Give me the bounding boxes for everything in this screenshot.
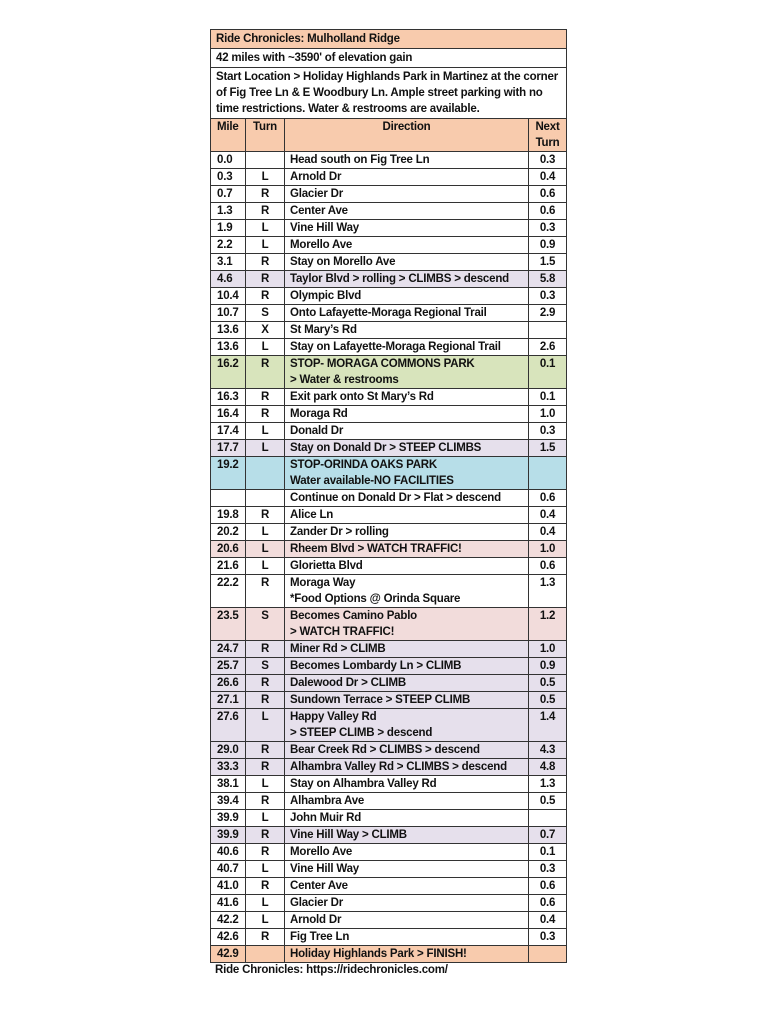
cue-direction — [285, 271, 529, 288]
cue-direction — [285, 457, 529, 490]
cue-table — [210, 29, 567, 963]
cue-turn: L — [246, 861, 285, 878]
cue-row — [211, 709, 567, 742]
cue-turn: L — [246, 912, 285, 929]
cue-row — [211, 759, 567, 776]
cue-row — [211, 271, 567, 288]
cue-turn: L — [246, 339, 285, 356]
cue-direction-text: John Muir Rd — [290, 812, 362, 824]
cue-row — [211, 878, 567, 895]
cue-mile: 24.7 — [211, 641, 246, 658]
cue-next-turn: 0.3 — [529, 423, 567, 440]
summary-row — [211, 49, 567, 68]
cue-mile: 16.4 — [211, 406, 246, 423]
cue-mile: 1.3 — [211, 203, 246, 220]
cue-next-turn: 0.6 — [529, 186, 567, 203]
cue-direction-text: Becomes Lombardy Ln > CLIMB — [290, 660, 462, 672]
cue-mile: 42.2 — [211, 912, 246, 929]
cue-mile: 3.1 — [211, 254, 246, 271]
cue-mile: 4.6 — [211, 271, 246, 288]
cue-next-turn: 0.1 — [529, 356, 567, 389]
cue-turn: R — [246, 271, 285, 288]
cue-direction-text: Happy Valley Rd — [290, 711, 377, 723]
cue-direction-text: Moraga Rd — [290, 408, 348, 420]
start-location-info: Start Location > Holiday Highlands Park in Martinez at the corner of Fig Tree Ln & E Woodbury Ln. Ample street parking with no time restrictions. Water & restrooms are available. — [211, 68, 567, 119]
cue-turn: R — [246, 507, 285, 524]
cue-row — [211, 507, 567, 524]
cue-next-turn: 5.8 — [529, 271, 567, 288]
cue-turn: R — [246, 827, 285, 844]
cue-direction-text: Holiday Highlands Park > FINISH! — [290, 948, 467, 960]
cue-direction — [285, 912, 529, 929]
cue-direction-text: STOP-ORINDA OAKS PARK — [290, 459, 438, 471]
cue-mile: 41.0 — [211, 878, 246, 895]
cue-next-turn: 0.3 — [529, 220, 567, 237]
cue-direction — [285, 389, 529, 406]
header-next-turn: Next Turn — [529, 119, 567, 152]
cue-direction — [285, 608, 529, 641]
cue-turn: L — [246, 440, 285, 457]
cue-mile: 19.8 — [211, 507, 246, 524]
cue-next-turn: 0.1 — [529, 389, 567, 406]
cue-direction — [285, 220, 529, 237]
cue-mile — [211, 490, 246, 507]
cue-row — [211, 254, 567, 271]
cue-row — [211, 929, 567, 946]
cue-mile: 10.7 — [211, 305, 246, 322]
cue-next-turn — [529, 322, 567, 339]
cue-direction-text: Glacier Dr — [290, 897, 343, 909]
cue-row — [211, 152, 567, 169]
cue-row — [211, 608, 567, 641]
cue-mile: 17.4 — [211, 423, 246, 440]
cue-row — [211, 220, 567, 237]
cue-turn: L — [246, 541, 285, 558]
cue-turn: R — [246, 742, 285, 759]
cue-row — [211, 457, 567, 490]
cue-direction — [285, 929, 529, 946]
cue-direction — [285, 423, 529, 440]
cue-direction — [285, 558, 529, 575]
header-direction: Direction — [285, 119, 529, 152]
cue-direction — [285, 406, 529, 423]
cue-mile: 39.9 — [211, 827, 246, 844]
cue-next-turn: 1.3 — [529, 575, 567, 608]
cue-row — [211, 406, 567, 423]
cue-mile: 38.1 — [211, 776, 246, 793]
cue-turn: R — [246, 575, 285, 608]
cue-direction-text: Becomes Camino Pablo — [290, 610, 418, 622]
cue-direction — [285, 575, 529, 608]
cue-mile: 39.9 — [211, 810, 246, 827]
cue-direction-text: Vine Hill Way > CLIMB — [290, 829, 407, 841]
cue-direction — [285, 254, 529, 271]
cue-direction-text: St Mary’s Rd — [290, 324, 357, 336]
cue-row — [211, 742, 567, 759]
cue-direction-text: Moraga Way — [290, 577, 356, 589]
cue-direction-text: Continue on Donald Dr > Flat > descend — [290, 492, 501, 504]
cue-turn: L — [246, 895, 285, 912]
cue-turn: X — [246, 322, 285, 339]
cue-next-turn: 0.3 — [529, 861, 567, 878]
cue-next-turn: 0.4 — [529, 912, 567, 929]
cue-next-turn: 0.7 — [529, 827, 567, 844]
cue-row — [211, 658, 567, 675]
cue-row — [211, 339, 567, 356]
cue-mile: 33.3 — [211, 759, 246, 776]
cue-direction-text: Sundown Terrace > STEEP CLIMB — [290, 694, 471, 706]
cue-direction-text: Stay on Alhambra Valley Rd — [290, 778, 437, 790]
cue-row — [211, 322, 567, 339]
cue-direction — [285, 490, 529, 507]
cue-next-turn: 1.2 — [529, 608, 567, 641]
cue-direction-text: Arnold Dr — [290, 171, 342, 183]
cue-turn: L — [246, 810, 285, 827]
cue-row — [211, 440, 567, 457]
cue-next-turn: 0.1 — [529, 844, 567, 861]
cue-direction — [285, 237, 529, 254]
cue-direction — [285, 288, 529, 305]
cue-next-turn: 1.4 — [529, 709, 567, 742]
cue-row — [211, 675, 567, 692]
cue-direction — [285, 507, 529, 524]
cue-mile: 0.0 — [211, 152, 246, 169]
cue-next-turn: 0.3 — [529, 929, 567, 946]
cue-direction — [285, 541, 529, 558]
cue-direction-text: Zander Dr > rolling — [290, 526, 389, 538]
cue-turn: L — [246, 237, 285, 254]
cue-direction-text: Stay on Donald Dr > STEEP CLIMBS — [290, 442, 482, 454]
cue-turn — [246, 490, 285, 507]
footer-credit: Ride Chronicles: https://ridechronicles.com/ — [215, 964, 448, 976]
cue-direction-note: *Food Options @ Orinda Square — [290, 593, 461, 605]
cue-direction — [285, 793, 529, 810]
cue-turn — [246, 946, 285, 963]
cue-direction-text: Fig Tree Ln — [290, 931, 350, 943]
cue-row — [211, 186, 567, 203]
cue-direction-text: Center Ave — [290, 880, 348, 892]
cue-direction-text: Morello Ave — [290, 846, 353, 858]
cue-direction — [285, 440, 529, 457]
cue-direction-text: Morello Ave — [290, 239, 353, 251]
cue-direction — [285, 692, 529, 709]
cue-next-turn: 1.0 — [529, 541, 567, 558]
cue-direction — [285, 810, 529, 827]
cue-mile: 27.1 — [211, 692, 246, 709]
cue-direction — [285, 878, 529, 895]
cue-turn: R — [246, 389, 285, 406]
cue-turn — [246, 457, 285, 490]
cue-mile: 22.2 — [211, 575, 246, 608]
cue-row — [211, 827, 567, 844]
cue-direction-text: Center Ave — [290, 205, 348, 217]
cue-direction — [285, 946, 529, 963]
cue-direction — [285, 742, 529, 759]
cue-mile: 40.7 — [211, 861, 246, 878]
cue-row — [211, 776, 567, 793]
cue-mile: 20.2 — [211, 524, 246, 541]
header-row — [211, 119, 567, 152]
cue-row — [211, 169, 567, 186]
cue-direction-text: STOP- MORAGA COMMONS PARK — [290, 358, 475, 370]
cue-direction-text: Dalewood Dr > CLIMB — [290, 677, 407, 689]
cue-next-turn: 0.6 — [529, 203, 567, 220]
cue-mile: 13.6 — [211, 339, 246, 356]
cue-next-turn: 0.4 — [529, 524, 567, 541]
cue-direction — [285, 861, 529, 878]
cue-next-turn — [529, 810, 567, 827]
cue-row — [211, 895, 567, 912]
cue-next-turn: 0.6 — [529, 490, 567, 507]
cue-row — [211, 575, 567, 608]
cue-next-turn: 0.4 — [529, 507, 567, 524]
cue-next-turn: 0.3 — [529, 288, 567, 305]
cue-table-body — [211, 30, 567, 963]
cue-mile: 21.6 — [211, 558, 246, 575]
cue-next-turn: 0.5 — [529, 793, 567, 810]
cue-row — [211, 203, 567, 220]
cue-mile: 29.0 — [211, 742, 246, 759]
cue-turn: R — [246, 844, 285, 861]
cue-next-turn: 1.5 — [529, 254, 567, 271]
cue-turn: R — [246, 675, 285, 692]
cue-direction-note: > WATCH TRAFFIC! — [290, 626, 395, 638]
cue-mile: 10.4 — [211, 288, 246, 305]
cue-direction-text: Alhambra Valley Rd > CLIMBS > descend — [290, 761, 507, 773]
ride-title: Ride Chronicles: Mulholland Ridge — [211, 30, 567, 49]
cue-direction — [285, 776, 529, 793]
cue-row — [211, 793, 567, 810]
cue-mile: 26.6 — [211, 675, 246, 692]
cue-direction-text: Onto Lafayette-Moraga Regional Trail — [290, 307, 487, 319]
cue-row — [211, 305, 567, 322]
cue-mile: 25.7 — [211, 658, 246, 675]
cue-row — [211, 692, 567, 709]
cue-next-turn: 0.5 — [529, 675, 567, 692]
cue-turn: L — [246, 776, 285, 793]
cue-direction-text: Arnold Dr — [290, 914, 342, 926]
cue-direction-text: Stay on Morello Ave — [290, 256, 396, 268]
cue-mile: 17.7 — [211, 440, 246, 457]
cue-row — [211, 237, 567, 254]
cue-direction-text: Glorietta Blvd — [290, 560, 363, 572]
cue-row — [211, 541, 567, 558]
cue-direction — [285, 339, 529, 356]
start-info-row — [211, 68, 567, 119]
cue-sheet — [210, 29, 566, 976]
cue-row — [211, 288, 567, 305]
cue-mile: 20.6 — [211, 541, 246, 558]
cue-direction — [285, 895, 529, 912]
cue-direction-text: Vine Hill Way — [290, 863, 359, 875]
cue-next-turn: 0.9 — [529, 658, 567, 675]
cue-direction-note: Water available-NO FACILITIES — [290, 475, 454, 487]
cue-direction-text: Taylor Blvd > rolling > CLIMBS > descend — [290, 273, 509, 285]
cue-row — [211, 524, 567, 541]
cue-direction-text: Olympic Blvd — [290, 290, 362, 302]
cue-direction-text: Alice Ln — [290, 509, 334, 521]
cue-direction-text: Glacier Dr — [290, 188, 343, 200]
cue-turn: L — [246, 169, 285, 186]
cue-direction — [285, 641, 529, 658]
cue-mile: 16.2 — [211, 356, 246, 389]
cue-mile: 16.3 — [211, 389, 246, 406]
cue-turn: R — [246, 878, 285, 895]
cue-next-turn: 0.6 — [529, 558, 567, 575]
cue-row — [211, 490, 567, 507]
cue-mile: 42.6 — [211, 929, 246, 946]
ride-summary: 42 miles with ~3590' of elevation gain — [211, 49, 567, 68]
cue-mile: 0.7 — [211, 186, 246, 203]
cue-row — [211, 356, 567, 389]
cue-direction-text: Stay on Lafayette-Moraga Regional Trail — [290, 341, 501, 353]
cue-next-turn: 1.5 — [529, 440, 567, 457]
cue-mile: 40.6 — [211, 844, 246, 861]
cue-next-turn: 0.3 — [529, 152, 567, 169]
cue-turn: L — [246, 558, 285, 575]
cue-turn: R — [246, 186, 285, 203]
header-mile: Mile — [211, 119, 246, 152]
cue-direction-note: > STEEP CLIMB > descend — [290, 727, 433, 739]
cue-next-turn — [529, 946, 567, 963]
cue-row — [211, 423, 567, 440]
cue-direction — [285, 844, 529, 861]
cue-turn — [246, 152, 285, 169]
cue-next-turn: 2.9 — [529, 305, 567, 322]
cue-turn: R — [246, 641, 285, 658]
cue-direction-note: > Water & restrooms — [290, 374, 399, 386]
cue-direction — [285, 524, 529, 541]
cue-next-turn: 0.6 — [529, 895, 567, 912]
header-turn: Turn — [246, 119, 285, 152]
cue-direction — [285, 827, 529, 844]
cue-row — [211, 389, 567, 406]
cue-mile: 19.2 — [211, 457, 246, 490]
cue-direction — [285, 186, 529, 203]
cue-next-turn: 2.6 — [529, 339, 567, 356]
cue-direction — [285, 322, 529, 339]
cue-direction — [285, 169, 529, 186]
cue-direction-text: Vine Hill Way — [290, 222, 359, 234]
cue-direction — [285, 203, 529, 220]
cue-turn: S — [246, 658, 285, 675]
cue-next-turn: 4.8 — [529, 759, 567, 776]
cue-mile: 2.2 — [211, 237, 246, 254]
cue-direction — [285, 675, 529, 692]
cue-turn: R — [246, 254, 285, 271]
cue-turn: R — [246, 288, 285, 305]
cue-turn: R — [246, 692, 285, 709]
cue-direction — [285, 658, 529, 675]
cue-row — [211, 641, 567, 658]
cue-turn: R — [246, 406, 285, 423]
cue-next-turn — [529, 457, 567, 490]
cue-direction-text: Exit park onto St Mary’s Rd — [290, 391, 434, 403]
cue-turn: L — [246, 423, 285, 440]
cue-mile: 0.3 — [211, 169, 246, 186]
cue-direction — [285, 305, 529, 322]
cue-mile: 23.5 — [211, 608, 246, 641]
cue-turn: L — [246, 709, 285, 742]
cue-turn: S — [246, 608, 285, 641]
cue-mile: 13.6 — [211, 322, 246, 339]
cue-direction — [285, 759, 529, 776]
cue-turn: R — [246, 929, 285, 946]
cue-turn: R — [246, 203, 285, 220]
cue-direction-text: Miner Rd > CLIMB — [290, 643, 386, 655]
cue-next-turn: 1.3 — [529, 776, 567, 793]
cue-direction — [285, 356, 529, 389]
cue-turn: R — [246, 356, 285, 389]
cue-row — [211, 810, 567, 827]
cue-direction — [285, 152, 529, 169]
cue-row — [211, 844, 567, 861]
cue-turn: L — [246, 524, 285, 541]
cue-turn: S — [246, 305, 285, 322]
cue-turn: R — [246, 793, 285, 810]
cue-row — [211, 912, 567, 929]
cue-turn: R — [246, 759, 285, 776]
cue-direction-text: Head south on Fig Tree Ln — [290, 154, 430, 166]
cue-turn: L — [246, 220, 285, 237]
cue-row — [211, 946, 567, 963]
cue-direction — [285, 709, 529, 742]
cue-mile: 1.9 — [211, 220, 246, 237]
cue-direction-text: Bear Creek Rd > CLIMBS > descend — [290, 744, 480, 756]
cue-next-turn: 1.0 — [529, 641, 567, 658]
cue-mile: 39.4 — [211, 793, 246, 810]
title-row — [211, 30, 567, 49]
cue-row — [211, 861, 567, 878]
cue-next-turn: 0.6 — [529, 878, 567, 895]
cue-next-turn: 0.9 — [529, 237, 567, 254]
cue-mile: 42.9 — [211, 946, 246, 963]
cue-mile: 41.6 — [211, 895, 246, 912]
cue-next-turn: 0.4 — [529, 169, 567, 186]
cue-next-turn: 1.0 — [529, 406, 567, 423]
cue-direction-text: Donald Dr — [290, 425, 344, 437]
cue-mile: 27.6 — [211, 709, 246, 742]
cue-direction-text: Alhambra Ave — [290, 795, 365, 807]
cue-next-turn: 0.5 — [529, 692, 567, 709]
cue-row — [211, 558, 567, 575]
cue-next-turn: 4.3 — [529, 742, 567, 759]
cue-direction-text: Rheem Blvd > WATCH TRAFFIC! — [290, 543, 462, 555]
